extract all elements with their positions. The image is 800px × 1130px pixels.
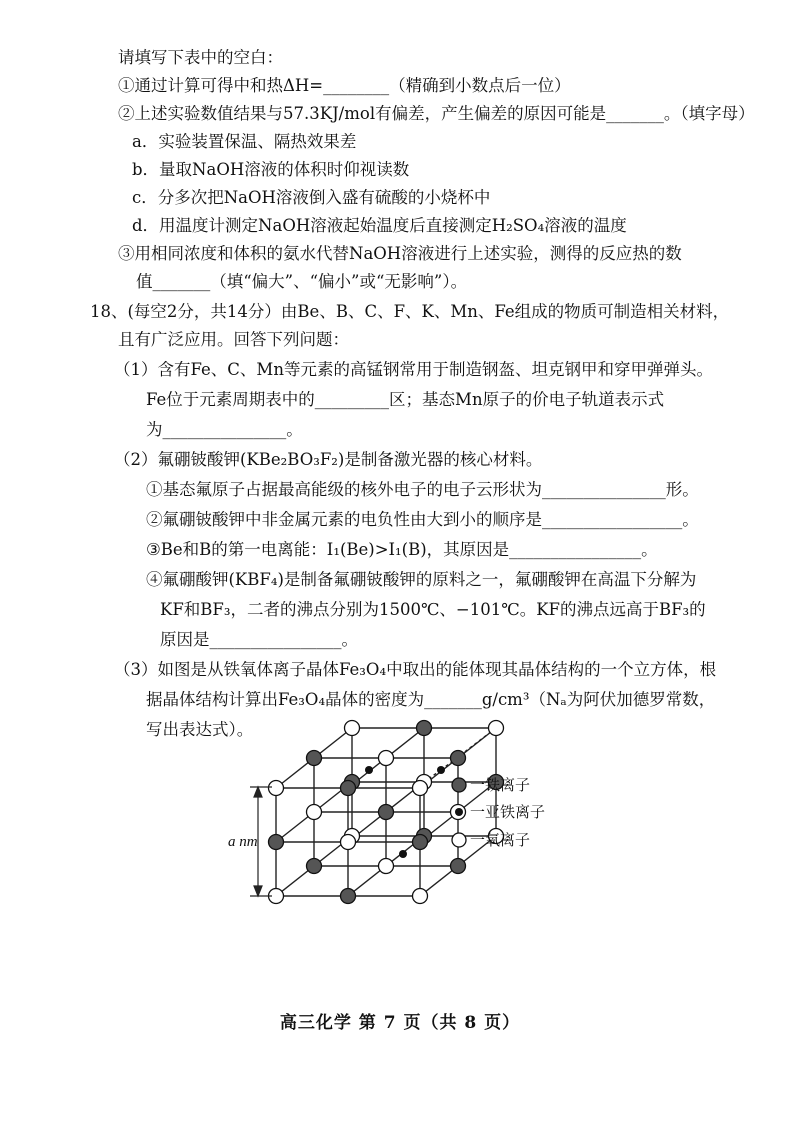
- oxide-ion: [379, 751, 394, 766]
- legend-iron-ion-label: 一铁离子: [470, 776, 531, 794]
- question-18-part-3-line-2: 据晶体结构计算出Fe₃O₄晶体的密度为_______g/cm³（Nₐ为阿伏加德罗常数，: [146, 690, 716, 709]
- question-18-part-2-item-3: ③Be和B的第一电离能：I₁(Be)>I₁(B)，其原因是________________。: [146, 540, 658, 559]
- iron-ion: [307, 859, 322, 874]
- option-a: a．实验装置保温、隔热效果差: [132, 132, 357, 151]
- iron-ion: [413, 835, 428, 850]
- oxide-ion: [341, 835, 356, 850]
- oxide-ion: [307, 805, 322, 820]
- oxide-ion: [489, 721, 504, 736]
- dimension-label: a nm: [228, 834, 258, 850]
- oxide-ion: [269, 781, 284, 796]
- iron-ion: [451, 751, 466, 766]
- option-b: b．量取NaOH溶液的体积时仰视读数: [132, 160, 410, 179]
- question-18-header-cont: 且有广泛应用。回答下列问题：: [118, 330, 349, 349]
- question-18-part-2-item-4: ④氟硼酸钾(KBF₄)是制备氟硼铍酸钾的原料之一，氟硼酸钾在高温下分解为: [146, 570, 697, 589]
- legend-ferrous-ion-label: 一亚铁离子: [470, 803, 546, 821]
- iron-ion: [307, 751, 322, 766]
- question-18-part-1-line-3: 为_______________。: [146, 420, 303, 439]
- question-18-part-2: （2）氟硼铍酸钾(KBe₂BO₃F₂)是制备激光器的核心材料。: [114, 450, 543, 469]
- question-18-header: 18、(每空2分，共14分）由Be、B、C、F、K、Mn、Fe组成的物质可制造相关材料，: [90, 302, 730, 321]
- option-c: c．分多次把NaOH溶液倒入盛有硫酸的小烧杯中: [132, 188, 491, 207]
- ferrous-ion: [399, 850, 407, 858]
- ferrous-ion: [365, 766, 373, 774]
- legend-oxide-ion-label: 一氧离子: [470, 831, 531, 849]
- iron-ion: [341, 889, 356, 904]
- question-18-part-3-line-3: 写出表达式）。: [146, 720, 254, 739]
- question-18-part-3: （3）如图是从铁氧体离子晶体Fe₃O₄中取出的能体现其晶体结构的一个立方体，根: [114, 660, 717, 679]
- oxide-ion: [413, 889, 428, 904]
- ferrous-ion: [437, 766, 445, 774]
- option-d: d．用温度计测定NaOH溶液起始温度后直接测定H₂SO₄溶液的温度: [132, 216, 627, 235]
- instruction-line: 请填写下表中的空白：: [118, 48, 283, 67]
- legend-oxide-ion-symbol: [452, 833, 466, 847]
- legend-ferrous-ion-symbol: [455, 808, 463, 816]
- question-18-part-2-item-4-line-3: 原因是________________。: [160, 630, 358, 649]
- oxide-ion: [345, 721, 360, 736]
- question-18-part-1: （1）含有Fe、C、Mn等元素的高锰钢常用于制造钢盔、坦克钢甲和穿甲弹弹头。: [114, 360, 713, 379]
- iron-ion: [417, 721, 432, 736]
- question-17-item-3-cont: 值_______（填“偏大”、“偏小”或“无影响”）。: [136, 272, 468, 291]
- page-footer: 高三化学 第 7 页（共 8 页）: [279, 1013, 521, 1033]
- question-17-item-1: ①通过计算可得中和热ΔH=________（精确到小数点后一位）: [118, 76, 571, 95]
- oxide-ion: [379, 859, 394, 874]
- oxide-ion: [413, 781, 428, 796]
- iron-ion: [341, 781, 356, 796]
- iron-ion: [451, 859, 466, 874]
- iron-ion: [269, 835, 284, 850]
- question-17-item-3: ③用相同浓度和体积的氨水代替NaOH溶液进行上述实验，测得的反应热的数: [118, 244, 682, 263]
- question-18-part-2-item-2: ②氟硼铍酸钾中非金属元素的电负性由大到小的顺序是_________________。: [146, 510, 699, 529]
- legend-iron-ion-symbol: [452, 778, 466, 792]
- question-17-item-2: ②上述实验数值结果与57.3KJ/mol有偏差，产生偏差的原因可能是_______。（填字母）: [118, 104, 755, 123]
- question-18-part-2-item-4-line-2: KF和BF₃，二者的沸点分别为1500℃、−101℃。KF的沸点远高于BF₃的: [160, 600, 706, 619]
- question-18-part-2-item-1: ①基态氟原子占据最高能级的核外电子的电子云形状为_______________形。: [146, 480, 699, 499]
- iron-ion: [379, 805, 394, 820]
- question-18-part-1-line-2: Fe位于元素周期表中的_________区；基态Mn原子的价电子轨道表示式: [146, 390, 665, 409]
